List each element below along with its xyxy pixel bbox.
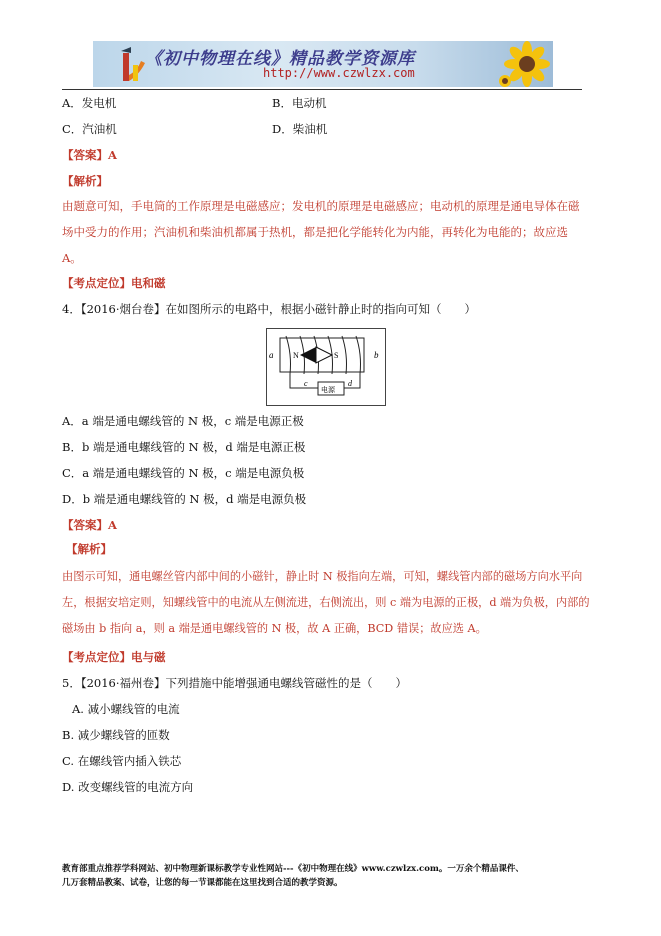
q4-option-c: C．a 端是通电螺线管的 N 极，c 端是电源负极 <box>62 466 305 480</box>
q4-circuit-figure <box>266 328 386 406</box>
q4-stem: 4．【2016·烟台卷】在如图所示的电路中，根据小磁针静止时的指向可知（ ） <box>62 302 476 316</box>
footer-line-2: 几万套精品教案、试卷，让您的每一节课都能在这里找到合适的教学资源。 <box>62 878 343 888</box>
q3-analysis-label: 【解析】 <box>62 174 108 188</box>
banner-title: 《初中物理在线》精品教学资源库 <box>145 49 415 69</box>
footer-line-1: 教育部重点推荐学科网站、初中物理新课标教学专业性网站---《初中物理在线》www.czwlzx.com。一万余个精品课件、 <box>62 864 524 874</box>
q5-option-a: A. 减小螺线管的电流 <box>72 702 180 716</box>
banner-url[interactable]: http://www.czwlzx.com <box>263 66 415 80</box>
sunflower-icon <box>497 41 553 87</box>
fig-label-c: c <box>304 379 308 388</box>
q4-analysis <box>62 564 632 642</box>
q4-locate: 【考点定位】电与磁 <box>62 650 166 664</box>
q4-answer: 【答案】A <box>62 518 117 532</box>
fig-label-d: d <box>348 379 352 388</box>
q5-stem: 5．【2016·福州卷】下列措施中能增强通电螺线管磁性的是（ ） <box>62 676 407 690</box>
q3-option-a: A．发电机 <box>62 96 117 110</box>
q3-analysis-line: 由题意可知，手电筒的工作原理是电磁感应；发电机的原理是电磁感应；电动机的原理是通电导体在磁 <box>62 199 580 213</box>
q4-option-b: B．b 端是通电螺线管的 N 极，d 端是电源正极 <box>62 440 306 454</box>
q3-answer: 【答案】A <box>62 148 117 162</box>
q4-option-d: D．b 端是通电螺线管的 N 极，d 端是电源负极 <box>62 492 307 506</box>
q5-option-d: D. 改变螺线管的电流方向 <box>62 780 194 794</box>
q5-option-c: C. 在螺线管内插入铁芯 <box>62 754 182 768</box>
q4-analysis-line: 由图示可知，通电螺丝管内部中间的小磁针，静止时 N 极指向左端，可知，螺线管内部的磁场方向水平向 <box>62 570 583 583</box>
q3-option-b: B．电动机 <box>272 96 327 110</box>
q4-analysis-line: 磁场由 b 指向 a，则 a 端是通电螺线管的 N 极，故 A 正确，BCD 错误；故应选 A。 <box>62 622 487 635</box>
q3-analysis-line: A。 <box>62 251 82 265</box>
fig-battery-label: 电源 <box>321 386 335 394</box>
q3-analysis-line: 场中受力的作用；汽油机和柴油机都属于热机，都是把化学能转化为内能，再转化为电能的；故应选 <box>62 225 568 239</box>
header-divider <box>62 89 582 90</box>
q3-locate: 【考点定位】电和磁 <box>62 276 166 290</box>
q4-analysis-line: 左，根据安培定则，知螺线管中的电流从左侧流进，右侧流出，则 c 端为电源的正极，d 端为负极，内部的 <box>62 596 590 609</box>
q5-option-b: B. 减少螺线管的匝数 <box>62 728 170 742</box>
header-banner <box>93 41 553 87</box>
fig-label-a: a <box>269 350 274 360</box>
q3-option-c: C．汽油机 <box>62 122 117 136</box>
q3-analysis <box>62 193 622 271</box>
q3-option-d: D．柴油机 <box>272 122 328 136</box>
q4-analysis-label: 【解析】 <box>66 542 112 556</box>
fig-label-b: b <box>374 350 379 360</box>
q4-option-a: A．a 端是通电螺线管的 N 极，c 端是电源正极 <box>62 414 304 428</box>
fig-label-s: S <box>334 351 339 360</box>
fig-label-n: N <box>293 351 299 360</box>
